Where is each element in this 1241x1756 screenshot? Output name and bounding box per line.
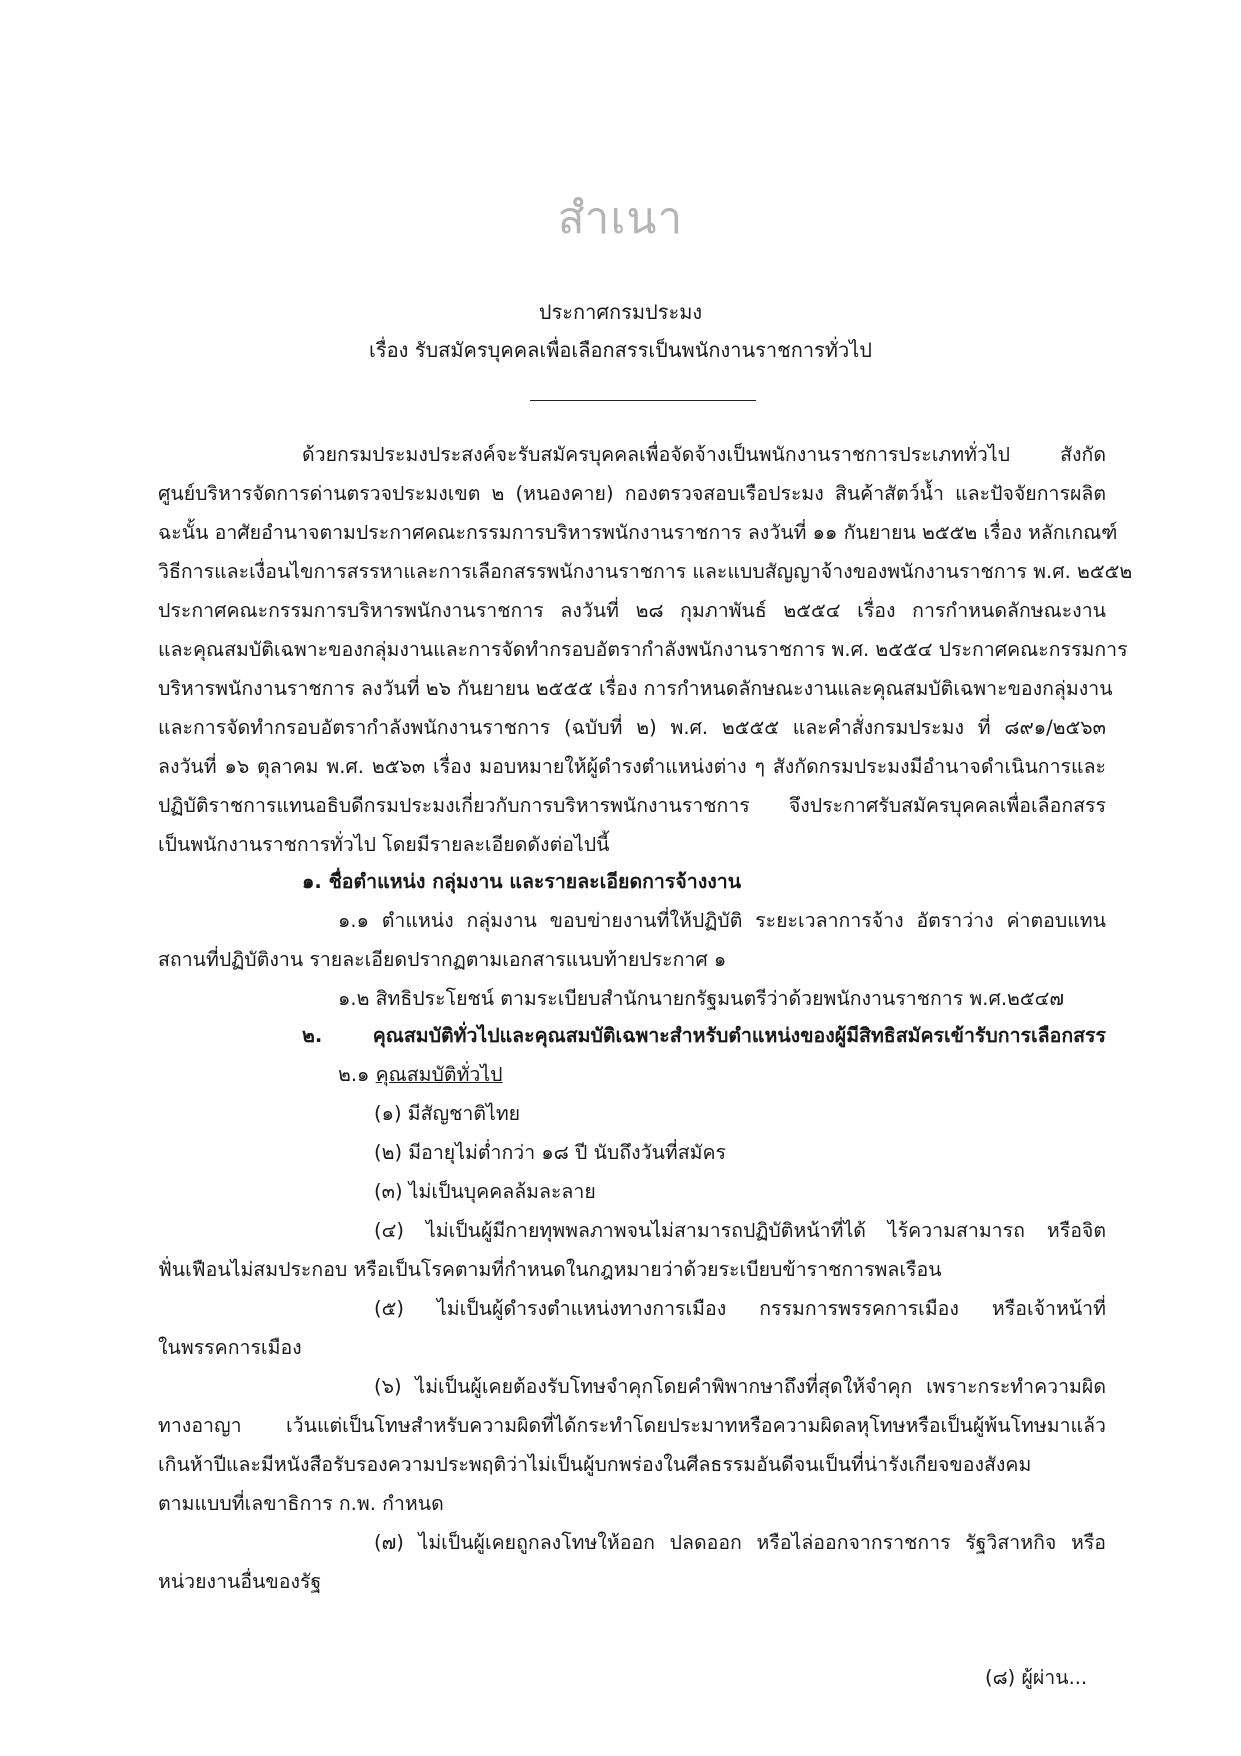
intro-line: และคุณสมบัติเฉพาะของกลุ่มงานและการจัดทำกรอบอัตรากำลังพนักงานราชการ พ.ศ. ๒๕๕๔ ประกาศคณะกรรมการ	[158, 638, 1128, 661]
qualification-4: (๔) ไม่เป็นผู้มีกายทุพพลภาพจนไม่สามารถปฏิบัติหน้าที่ได้ ไร้ความสามารถ หรือจิต	[374, 1219, 1106, 1242]
qualification-4-cont: ฟั่นเฟือนไม่สมประกอบ หรือเป็นโรคตามที่กำหนดในกฎหมายว่าด้วยระเบียบข้าราชการพลเรือน	[158, 1258, 942, 1281]
qualification-6: (๖) ไม่เป็นผู้เคยต้องรับโทษจำคุกโดยคำพิพากษาถึงที่สุดให้จำคุก เพราะกระทำความผิด	[374, 1375, 1106, 1398]
copy-stamp: สำเนา	[557, 193, 684, 244]
item-1-1: ๑.๑ ตำแหน่ง กลุ่มงาน ขอบข่ายงานที่ให้ปฏิบัติ ระยะเวลาการจ้าง อัตราว่าง ค่าตอบแทน	[338, 909, 1106, 932]
section-2-heading: ๒. คุณสมบัติทั่วไปและคุณสมบัติเฉพาะสำหรับตำแหน่งของผู้มีสิทธิสมัครเข้ารับการเลือกสรร	[302, 1024, 1106, 1047]
qualification-6-cont: ทางอาญา เว้นแต่เป็นโทษสำหรับความผิดที่ได้กระทำโดยประมาทหรือความผิดลหุโทษหรือเป็นผู้พ้นโทษมาแล้ว	[158, 1414, 1106, 1437]
qualification-6-cont: เกินห้าปีและมีหนังสือรับรองความประพฤติว่าไม่เป็นผู้บกพร่องในศีลธรรมอันดีจนเป็นที่น่ารังเกียจของสังคม	[158, 1453, 1032, 1476]
intro-line: เป็นพนักงานราชการทั่วไป โดยมีรายละเอียดดังต่อไปนี้	[158, 833, 610, 856]
qualification-5-cont: ในพรรคการเมือง	[158, 1336, 302, 1359]
subsection-number: ๒.๑	[338, 1063, 370, 1086]
qualification-2: (๒) มีอายุไม่ต่ำกว่า ๑๘ ปี นับถึงวันที่สมัคร	[374, 1141, 727, 1164]
announcement-subject: เรื่อง รับสมัครบุคคลเพื่อเลือกสรรเป็นพนักงานราชการทั่วไป	[369, 338, 872, 362]
announcement-title: ประกาศกรมประมง	[538, 300, 703, 324]
intro-line: ฉะนั้น อาศัยอำนาจตามประกาศคณะกรรมการบริหารพนักงานราชการ ลงวันที่ ๑๑ กันยายน ๒๕๕๒ เรื่อง หลักเกณฑ์	[158, 521, 1118, 544]
qualification-3: (๓) ไม่เป็นบุคคลล้มละลาย	[374, 1180, 596, 1203]
qualification-7: (๗) ไม่เป็นผู้เคยถูกลงโทษให้ออก ปลดออก หรือไล่ออกจากราชการ รัฐวิสาหกิจ หรือ	[374, 1531, 1106, 1554]
intro-line: บริหารพนักงานราชการ ลงวันที่ ๒๖ กันยายน ๒๕๕๕ เรื่อง การกำหนดลักษณะงานและคุณสมบัติเฉพาะของกลุ่มงาน	[158, 677, 1113, 700]
subsection-title: คุณสมบัติทั่วไป	[375, 1063, 503, 1086]
section-1-heading: ๑. ชื่อตำแหน่ง กลุ่มงาน และรายละเอียดการจ้างงาน	[302, 870, 742, 893]
subsection-2-1	[338, 1065, 503, 1085]
item-1-2: ๑.๒ สิทธิประโยชน์ ตามระเบียบสำนักนายกรัฐมนตรีว่าด้วยพนักงานราชการ พ.ศ.๒๕๔๗	[338, 987, 1065, 1010]
qualification-7-cont: หน่วยงานอื่นของรัฐ	[158, 1570, 322, 1593]
intro-line: ลงวันที่ ๑๖ ตุลาคม พ.ศ. ๒๕๖๓ เรื่อง มอบหมายให้ผู้ดำรงตำแหน่งต่าง ๆ สังกัดกรมประมงมีอำนาจดำเนินการและ	[158, 755, 1106, 778]
intro-line: ศูนย์บริหารจัดการด่านตรวจประมงเขต ๒ (หนองคาย) กองตรวจสอบเรือประมง สินค้าสัตว์น้ำ และปัจจัยการผลิต	[158, 482, 1106, 505]
intro-line: วิธีการและเงื่อนไขการสรรหาและการเลือกสรรพนักงานราชการ และแบบสัญญาจ้างของพนักงานราชการ พ.ศ. ๒๕๕๒	[158, 560, 1133, 583]
intro-line: ด้วยกรมประมงประสงค์จะรับสมัครบุคคลเพื่อจัดจ้างเป็นพนักงานราชการประเภททั่วไป สังกัด	[302, 443, 1106, 466]
intro-line: ปฏิบัติราชการแทนอธิบดีกรมประมงเกี่ยวกับการบริหารพนักงานราชการ จึงประกาศรับสมัครบุคคลเพื่อเลือกสรร	[158, 794, 1106, 817]
item-1-1-cont: สถานที่ปฏิบัติงาน รายละเอียดปรากฏตามเอกสารแนบท้ายประกาศ ๑	[158, 948, 727, 971]
title-divider	[530, 400, 756, 401]
qualification-1: (๑) มีสัญชาติไทย	[374, 1102, 521, 1125]
qualification-5: (๕) ไม่เป็นผู้ดำรงตำแหน่งทางการเมือง กรรมการพรรคการเมือง หรือเจ้าหน้าที่	[374, 1297, 1106, 1320]
intro-line: ประกาศคณะกรรมการบริหารพนักงานราชการ ลงวันที่ ๒๘ กุมภาพันธ์ ๒๕๕๔ เรื่อง การกำหนดลักษณะงาน	[158, 599, 1106, 622]
intro-line: และการจัดทำกรอบอัตรากำลังพนักงานราชการ (ฉบับที่ ๒) พ.ศ. ๒๕๕๕ และคำสั่งกรมประมง ที่ ๘๙๑/๒๕๖๓	[158, 716, 1106, 739]
page-continuation: (๘) ผู้ผ่าน...	[985, 1666, 1088, 1689]
qualification-6-cont: ตามแบบที่เลขาธิการ ก.พ. กำหนด	[158, 1492, 444, 1515]
